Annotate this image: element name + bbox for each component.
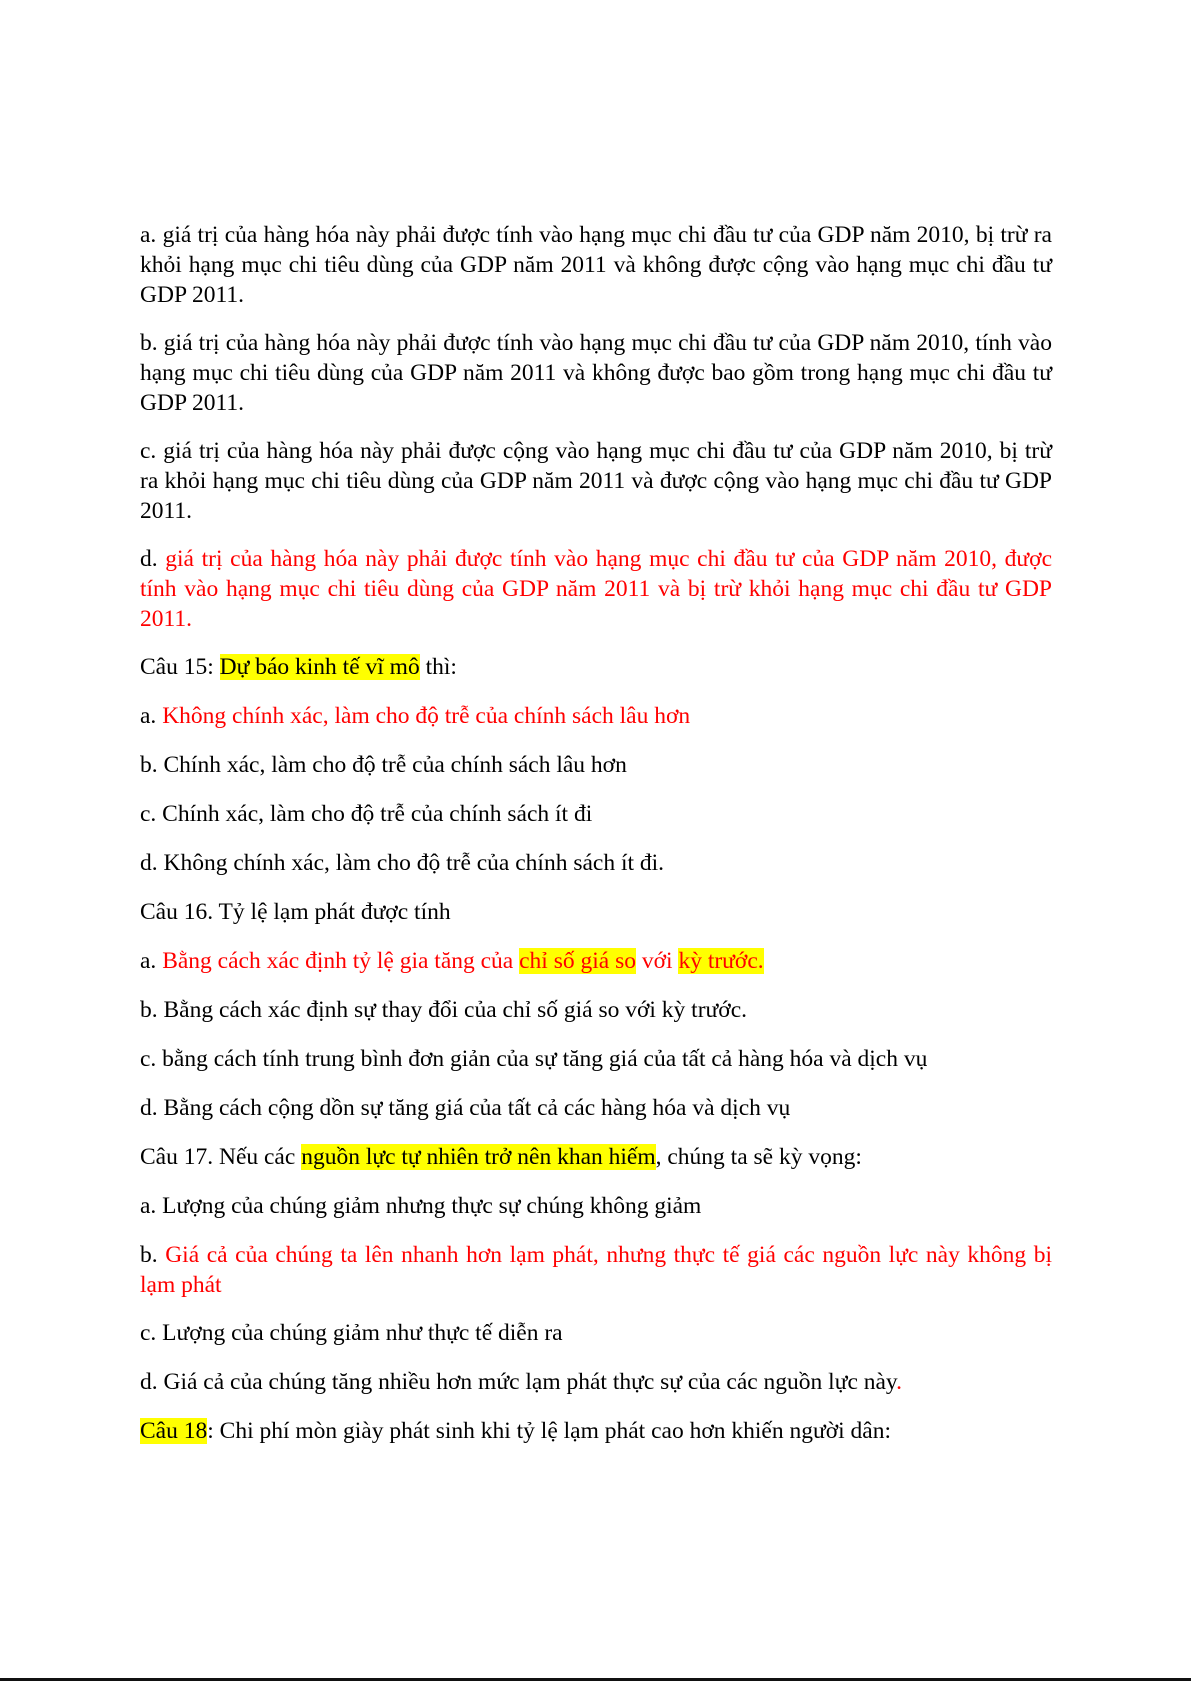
correct-answer-text: giá trị của hàng hóa này phải được tính vào hạng mục chi đầu tư của GDP năm 2010, được tính vào hạng mục chi tiêu dùng của GDP năm 2011 và bị trừ khỏi hạng mục chi đầu tư GDP 2011.	[140, 546, 1053, 632]
question-suffix: thì:	[419, 654, 457, 680]
correct-answer-text: Không chính xác, làm cho độ trễ của chính sách lâu hơn	[162, 703, 691, 729]
q17-option-d	[140, 1367, 1052, 1397]
q17-question	[140, 1142, 1052, 1172]
q16-question: Câu 16. Tỷ lệ lạm phát được tính	[140, 899, 451, 925]
q14-option-d	[140, 544, 1052, 634]
option-text: d. Giá cả của chúng tăng nhiều hơn mức lạm phát thực sự của các nguồn lực này	[140, 1369, 897, 1395]
highlighted-answer-text: chỉ số giá so	[519, 948, 636, 974]
question-suffix: , chúng ta sẽ kỳ vọng:	[655, 1144, 862, 1170]
correct-answer-text: với	[635, 948, 679, 974]
correct-answer-text: Giá cả của chúng ta lên nhanh hơn lạm phát, nhưng thực tế giá các nguồn lực này không bị lạm phát	[140, 1242, 1053, 1298]
q16-option-b: b. Bằng cách xác định sự thay đổi của chỉ số giá so với kỳ trước.	[140, 997, 748, 1023]
q15-option-d: d. Không chính xác, làm cho độ trễ của chính sách ít đi.	[140, 850, 665, 876]
red-period: .	[896, 1369, 903, 1395]
highlighted-text: Câu 18	[140, 1418, 208, 1444]
q16-option-c: c. bằng cách tính trung bình đơn giản của sự tăng giá của tất cả hàng hóa và dịch vụ	[140, 1046, 928, 1072]
option-prefix: a.	[140, 948, 163, 974]
correct-answer-text: Bằng cách xác định tỷ lệ gia tăng của	[162, 948, 520, 974]
q14-option-c: c. giá trị của hàng hóa này phải được cộng vào hạng mục chi đầu tư của GDP năm 2010, bị trừ ra khỏi hạng mục chi tiêu dùng của GDP năm 2011 và được cộng vào hạng mục chi đầu tư GDP 2011.	[140, 438, 1052, 524]
q18-question	[140, 1416, 1052, 1446]
q14-option-a: a. giá trị của hàng hóa này phải được tính vào hạng mục chi đầu tư của GDP năm 2010, bị trừ ra khỏi hạng mục chi tiêu dùng của GDP năm 2011 và không được cộng vào hạng mục chi đầu tư GDP 2011.	[140, 222, 1052, 308]
document-page	[140, 220, 1052, 1465]
q15-option-c: c. Chính xác, làm cho độ trễ của chính sách ít đi	[140, 801, 593, 827]
q17-option-b	[140, 1240, 1052, 1300]
option-prefix: d.	[140, 546, 166, 572]
highlighted-answer-text: kỳ trước.	[678, 948, 764, 974]
question-prefix: Câu 15:	[140, 654, 220, 680]
question-prefix: Câu 17. Nếu các	[140, 1144, 302, 1170]
q15-question	[140, 652, 1052, 682]
highlighted-text: nguồn lực tự nhiên trở nên khan hiếm	[301, 1144, 656, 1170]
question-suffix: : Chi phí mòn giày phát sinh khi tỷ lệ lạm phát cao hơn khiến người dân:	[207, 1418, 891, 1444]
q17-option-c: c. Lượng của chúng giảm như thực tế diễn ra	[140, 1320, 563, 1346]
q15-option-a	[140, 701, 1052, 731]
q15-option-b: b. Chính xác, làm cho độ trễ của chính sách lâu hơn	[140, 752, 627, 778]
q16-option-a	[140, 946, 1052, 976]
highlighted-text: Dự báo kinh tế vĩ mô	[219, 654, 420, 680]
option-prefix: b.	[140, 1242, 166, 1268]
option-prefix: a.	[140, 703, 163, 729]
page-bottom-divider	[0, 1678, 1191, 1681]
q16-option-d: d. Bằng cách cộng dồn sự tăng giá của tất cả các hàng hóa và dịch vụ	[140, 1095, 791, 1121]
q14-option-b: b. giá trị của hàng hóa này phải được tính vào hạng mục chi đầu tư của GDP năm 2010, tính vào hạng mục chi tiêu dùng của GDP năm 2011 và không được bao gồm trong hạng mục chi đầu tư GDP 2011.	[140, 330, 1052, 416]
q17-option-a: a. Lượng của chúng giảm nhưng thực sự chúng không giảm	[140, 1193, 702, 1219]
